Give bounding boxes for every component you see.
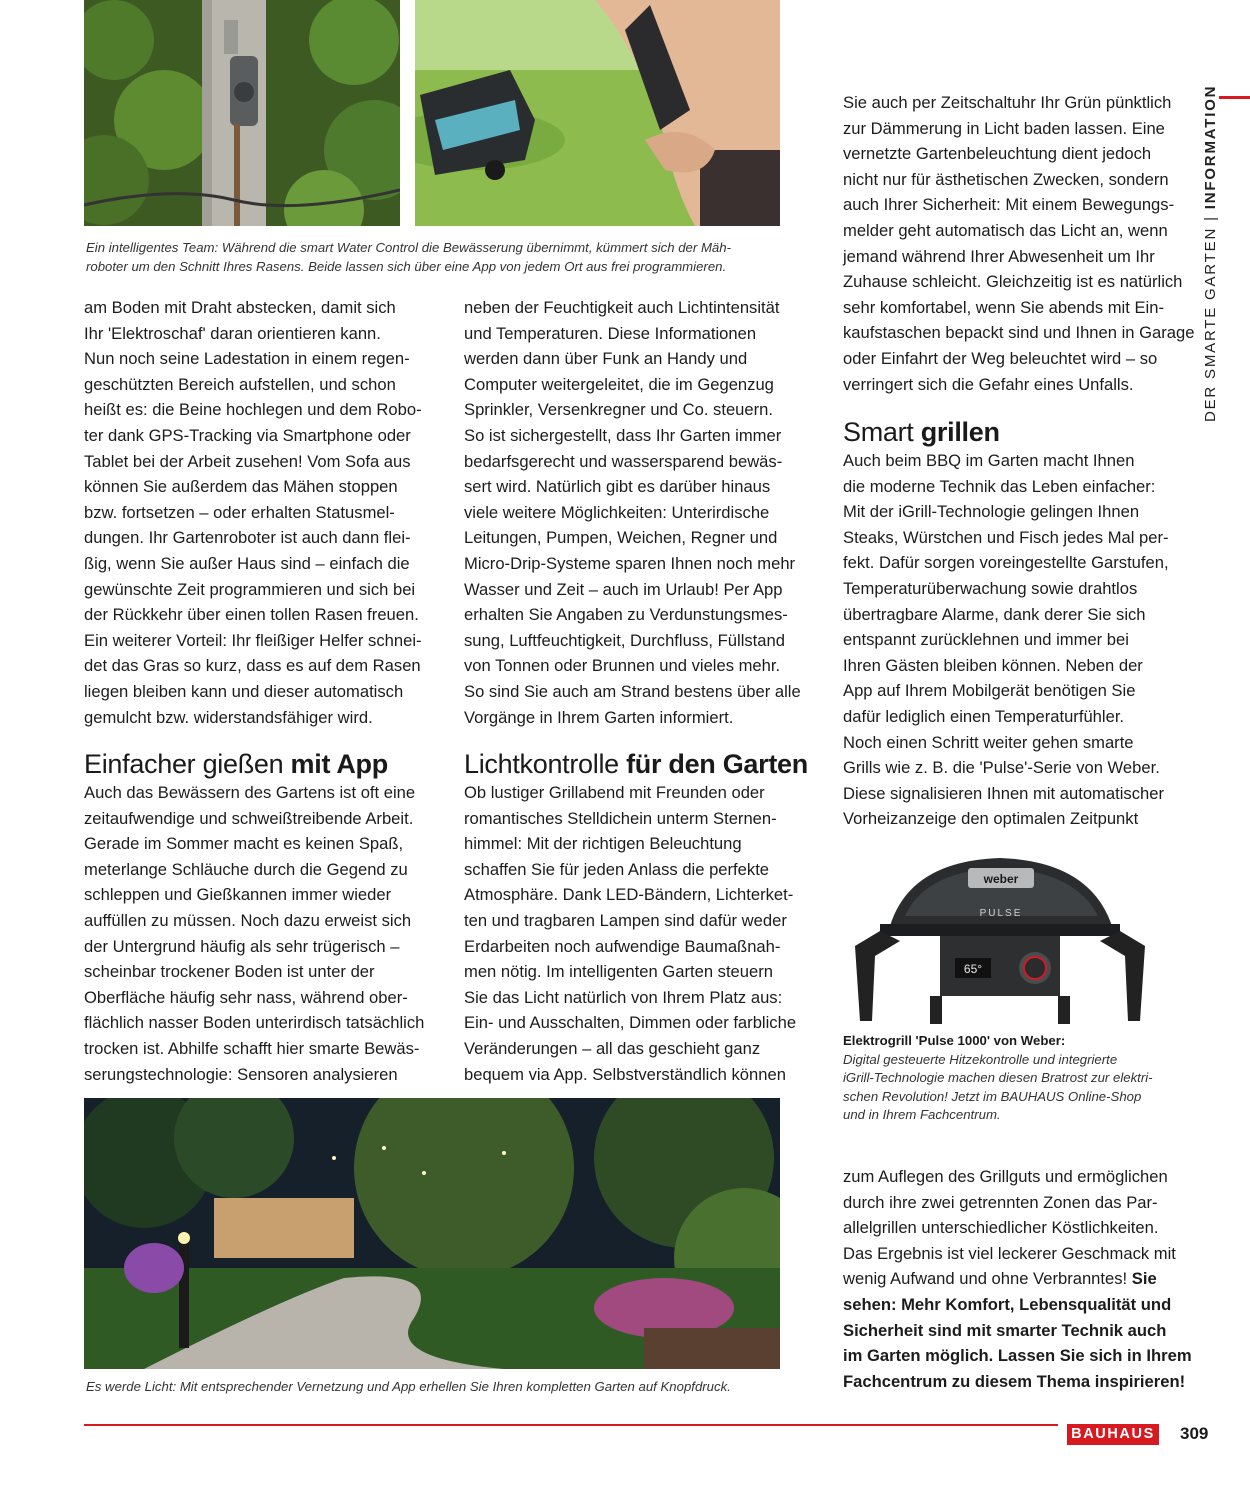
text-line: schaffen Sie für jeden Anlass die perfekte — [464, 859, 770, 879]
text-line: Mit der iGrill-Technologie gelingen Ihnen — [843, 502, 1140, 522]
text-line: gewünschte Zeit programmieren und sich bei — [84, 579, 416, 599]
text-line: Ein- und Ausschalten, Dimmen oder farbliche — [464, 1013, 797, 1033]
text-line: durch ihre zwei getrennten Zonen das Par- — [843, 1192, 1158, 1212]
text-line: die moderne Technik das Leben einfacher: — [843, 476, 1156, 496]
text-line: So sind Sie auch am Strand bestens über alle — [464, 681, 801, 701]
caption-text: Es werde Licht: Mit entsprechender Vernetzung und App erhellen Sie Ihren kompletten Garten auf Knopfdruck. — [86, 1379, 731, 1394]
text-line: Ob lustiger Grillabend mit Freunden oder — [464, 783, 765, 802]
text-line: fekt. Dafür sorgen voreingestellte Garstufen, — [843, 553, 1169, 573]
text-line: det das Gras so kurz, dass es auf dem Rasen — [84, 656, 421, 676]
text-line: Tablet bei der Arbeit zusehen! Vom Sofa aus — [84, 451, 411, 471]
text-line-bold: Sicherheit sind mit smarter Technik auch — [843, 1320, 1167, 1340]
column-3-bottom — [843, 1164, 1192, 1394]
grill-caption-title: Elektrogrill 'Pulse 1000' von Weber: — [843, 1033, 1066, 1048]
text-line: Ein weiterer Vorteil: Ihr fleißiger Helfer schnei- — [84, 630, 422, 650]
text-line: Temperaturüberwachung sowie drahtlos — [843, 578, 1138, 598]
text-line: Steaks, Würstchen und Fisch jedes Mal per- — [843, 527, 1169, 547]
column-3-top — [843, 90, 1195, 397]
caption-line: Digital gesteuerte Hitzekontrolle und integrierte — [843, 1051, 1118, 1067]
text-line: Ihr 'Elektroschaf' daran orientieren kann. — [84, 323, 381, 343]
grill-temperature: 65° — [963, 962, 983, 976]
text-line: Sprinkler, Versenkregner und Co. steuern. — [464, 400, 774, 420]
text-line: So ist sichergestellt, dass Ihr Garten immer — [464, 425, 782, 445]
text-bold: Sie — [1131, 1269, 1157, 1289]
text-line: sert wird. Natürlich gibt es darüber hinaus — [464, 477, 771, 497]
column-1-bottom — [84, 780, 425, 1087]
text-line: erhalten Sie Angaben zu Verdunstungsmes- — [464, 605, 788, 625]
garden-lighting-photo — [84, 1098, 780, 1369]
text-line: nicht nur für ästhetischen Zwecken, sondern — [843, 169, 1169, 189]
text-line: dungen. Ihr Gartenroboter ist auch dann flei- — [84, 528, 411, 548]
column-2-bottom — [464, 780, 797, 1087]
bauhaus-logo: BAUHAUS — [1067, 1424, 1159, 1445]
text-line: von Tonnen oder Brunnen und vieles mehr. — [464, 656, 781, 676]
text-line: Leitungen, Pumpen, Weichen, Regner und — [464, 528, 778, 548]
text-line: zur Dämmerung in Licht baden lassen. Eine — [843, 118, 1165, 138]
text-line: Veränderungen – all das geschieht ganz — [464, 1038, 761, 1058]
text-line: Vorheizanzeige den optimalen Zeitpunkt — [843, 809, 1139, 829]
grill-model-text: PULSE — [979, 908, 1023, 919]
heading-light: Lichtkontrolle — [464, 749, 627, 779]
text-line: jemand während Ihrer Abwesenheit um Ihr — [843, 246, 1155, 266]
text-line: Oberfläche häufig sehr nass, während ober- — [84, 987, 408, 1007]
text-line: Gerade im Sommer macht es keinen Spaß, — [84, 834, 404, 854]
robot-mower-photo — [415, 0, 780, 226]
text-line: liegen bleiben kann und dieser automatisch — [84, 681, 404, 701]
text-line: neben der Feuchtigkeit auch Lichtintensität — [464, 298, 780, 317]
text-line: melder geht automatisch das Licht an, wenn — [843, 220, 1168, 240]
text-line: Noch einen Schritt weiter gehen smarte — [843, 732, 1134, 752]
text-line: zeitaufwendige und schweißtreibende Arbeit. — [84, 808, 414, 828]
text-line-bold: Fachcentrum zu diesem Thema inspirieren! — [843, 1371, 1186, 1391]
text-line: und Temperaturen. Diese Informationen — [464, 323, 757, 343]
text-line: men nötig. Im intelligenten Garten steuern — [464, 962, 774, 982]
text-line: sehr komfortabel, wenn Sie abends mit Ein- — [843, 297, 1164, 317]
text-line: entspannt zurücklehnen und immer bei — [843, 630, 1129, 650]
heading-bold: grillen — [920, 417, 1000, 447]
grill-brand-badge: weber — [983, 872, 1019, 886]
text-line-bold: im Garten möglich. Lassen Sie sich in Ihrem — [843, 1346, 1192, 1366]
text-line: Diese signalisieren Ihnen mit automatischer — [843, 783, 1164, 803]
side-tab-part1: DER SMARTE GARTEN — [1202, 226, 1219, 422]
text-line: sung, Luftfeuchtigkeit, Durchfluss, Füllstand — [464, 630, 785, 650]
text-line: vernetzte Gartenbeleuchtung dient jedoch — [843, 144, 1152, 164]
text-line: meterlange Schläuche durch die Gegend zu — [84, 859, 408, 879]
text-line: bequem via App. Selbstverständlich können — [464, 1064, 786, 1084]
grill-caption — [843, 1032, 1163, 1125]
text-line: dafür lediglich einen Temperaturfühler. — [843, 706, 1125, 726]
side-tab-text — [1198, 84, 1224, 422]
caption-line: schen Revolution! Jetzt im BAUHAUS Online-Shop — [843, 1088, 1142, 1104]
text-line: Ihren Gästen bleiben können. Neben der — [843, 655, 1143, 675]
heading-giessen — [84, 748, 388, 780]
text-line: kaufstaschen bepackt sind und Ihnen in Garage — [843, 323, 1195, 343]
text-line: Wasser und Zeit – auch im Urlaub! Per App — [464, 579, 783, 599]
text-line: Atmosphäre. Dank LED-Bändern, Lichterket- — [464, 885, 794, 905]
text-line: Auch das Bewässern des Gartens ist oft eine — [84, 783, 416, 802]
text-line: am Boden mit Draht abstecken, damit sich — [84, 298, 396, 317]
text-line: geschützten Bereich aufstellen, und schon — [84, 374, 396, 394]
text-line: Nun noch seine Ladestation in einem regen- — [84, 349, 410, 369]
text-normal: wenig Aufwand und ohne Verbranntes! — [843, 1269, 1132, 1289]
text-line: auch Ihrer Sicherheit: Mit einem Bewegungs- — [843, 195, 1175, 215]
text-line: der Untergrund häufig als sehr trügerisch – — [84, 936, 400, 956]
top-caption — [86, 238, 786, 276]
heading-light: Smart — [843, 417, 921, 447]
footer-rule — [84, 1424, 1058, 1426]
text-line: Sie das Licht natürlich von Ihrem Platz aus: — [464, 987, 783, 1007]
heading-licht — [464, 748, 808, 780]
grill-photo — [850, 846, 1150, 1026]
heading-bold: mit App — [290, 749, 388, 779]
page-number: 309 — [1180, 1424, 1209, 1443]
section-side-tab — [1198, 84, 1224, 422]
text-line: Zuhause schleicht. Gleichzeitig ist es natürlich — [843, 272, 1183, 292]
caption-line: Ein intelligentes Team: Während die smart Water Control die Bewässerung übernimmt, kümmert sich der Mäh- — [86, 240, 731, 255]
text-line: Computer weitergeleitet, die im Gegenzug — [464, 374, 774, 394]
text-line: zum Auflegen des Grillguts und ermöglichen — [843, 1167, 1168, 1186]
text-line: verringert sich die Gefahr eines Unfalls. — [843, 374, 1134, 394]
caption-line: und in Ihrem Fachcentrum. — [843, 1107, 1001, 1122]
text-line: ßig, wenn Sie außer Haus sind – einfach die — [84, 553, 410, 573]
text-line: Micro-Drip-Systeme sparen Ihnen noch mehr — [464, 553, 796, 573]
text-line: App auf Ihrem Mobilgerät benötigen Sie — [843, 681, 1136, 701]
text-line: Erdarbeiten noch aufwendige Baumaßnah- — [464, 936, 781, 956]
text-line: allelgrillen unterschiedlicher Köstlichkeiten. — [843, 1218, 1159, 1238]
text-line: können Sie außerdem das Mähen stoppen — [84, 477, 398, 497]
text-line: bedarfsgerecht und wassersparend bewäs- — [464, 451, 783, 471]
caption-line: iGrill-Technologie machen diesen Bratrost zur elektri- — [843, 1070, 1153, 1085]
text-line: ter dank GPS-Tracking via Smartphone oder — [84, 425, 411, 445]
text-line: schleppen und Gießkannen immer wieder — [84, 885, 392, 905]
text-line: viele weitere Möglichkeiten: Unterirdische — [464, 502, 770, 522]
text-line: oder Einfahrt der Weg beleuchtet wird – so — [843, 348, 1158, 368]
text-line: Sie auch per Zeitschaltuhr Ihr Grün pünktlich — [843, 93, 1172, 112]
text-line: flächlich nasser Boden unterirdisch tatsächlich — [84, 1013, 425, 1033]
text-line: bzw. fortsetzen – oder erhalten Statusmel- — [84, 502, 395, 522]
text-line: Grills wie z. B. die 'Pulse'-Serie von Weber. — [843, 758, 1160, 778]
text-line: heißt es: die Beine hochlegen und dem Robo- — [84, 400, 422, 420]
text-line: gemulcht bzw. widerstandsfähiger wird. — [84, 707, 373, 727]
text-line: Auch beim BBQ im Garten macht Ihnen — [843, 451, 1135, 470]
column-2-top — [464, 295, 801, 730]
text-line: Das Ergebnis ist viel leckerer Geschmack mit — [843, 1243, 1176, 1263]
side-tab-part2: INFORMATION — [1202, 84, 1219, 210]
heading-bold: für den Garten — [626, 749, 808, 779]
text-line: himmel: Mit der richtigen Beleuchtung — [464, 834, 742, 854]
column-1-top — [84, 295, 422, 730]
text-line: serungstechnologie: Sensoren analysieren — [84, 1064, 398, 1084]
text-line: trocken ist. Abhilfe schafft hier smarte Bewäs- — [84, 1038, 420, 1058]
water-control-photo — [84, 0, 400, 226]
text-line: ten und tragbaren Lampen sind dafür weder — [464, 910, 787, 930]
text-line-bold: sehen: Mehr Komfort, Lebensqualität und — [843, 1294, 1172, 1314]
text-line: romantisches Stelldichein unterm Sternen- — [464, 808, 777, 828]
text-line: Vorgänge in Ihrem Garten informiert. — [464, 707, 734, 727]
text-line-mixed — [843, 1266, 1173, 1292]
side-tab-separator: | — [1202, 215, 1219, 221]
side-accent-bar — [1219, 96, 1250, 99]
text-line: werden dann über Funk an Handy und — [464, 349, 748, 369]
heading-grillen — [843, 416, 1000, 448]
column-3-middle — [843, 448, 1173, 832]
text-line: scheinbar trockener Boden ist unter der — [84, 962, 375, 982]
heading-light: Einfacher gießen — [84, 749, 291, 779]
text-line: der Rückkehr über einen tollen Rasen freuen. — [84, 605, 419, 625]
caption-line: roboter um den Schnitt Ihres Rasens. Beide lassen sich über eine App von jedem Ort aus frei programmieren. — [86, 259, 727, 274]
text-line: übertragbare Alarme, dank derer Sie sich — [843, 604, 1146, 624]
text-line: auffüllen zu müssen. Noch dazu erweist sich — [84, 910, 412, 930]
garden-caption — [86, 1377, 786, 1396]
